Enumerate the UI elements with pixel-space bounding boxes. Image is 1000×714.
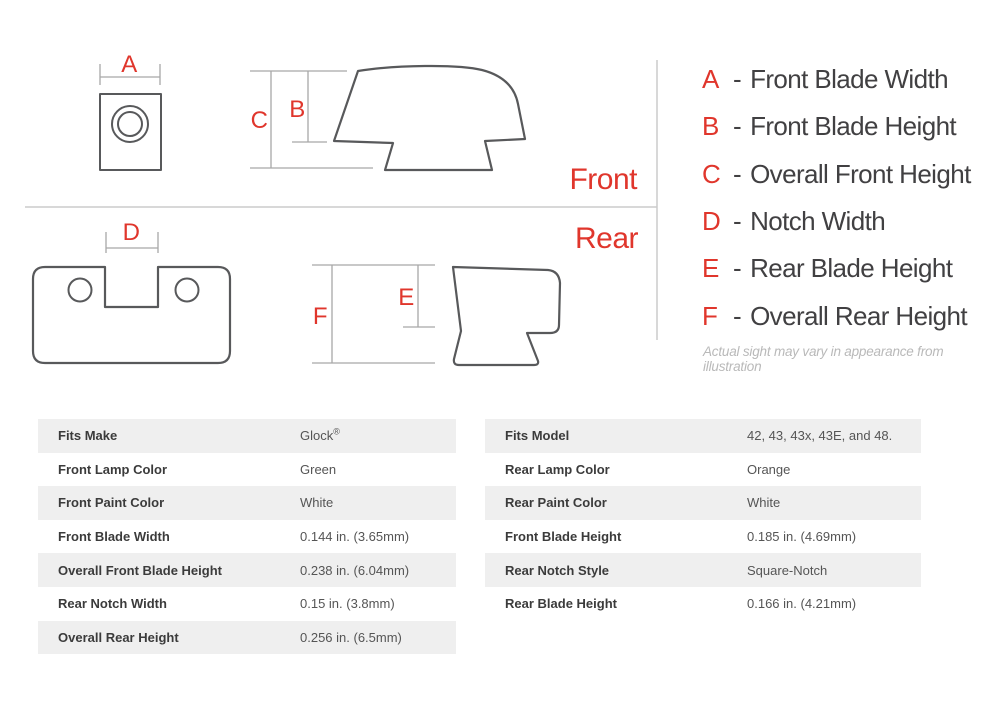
registered-mark: ® [333,426,340,437]
legend-text: Notch Width [750,206,886,237]
spec-label: Overall Rear Height [58,629,179,645]
spec-label: Front Paint Color [58,495,165,511]
rear-sight-body [33,267,230,363]
table-row [38,587,456,621]
rear-lamp-left [69,279,92,302]
spec-table-rear [485,419,921,621]
dim-label-e: E [398,284,414,311]
legend-letter: B [702,111,719,142]
front-lamp-inner-ring [118,112,142,136]
disclaimer-text: Actual sight may vary in appearance from illustration [703,344,944,374]
legend-separator: - [733,111,742,142]
legend-letter: A [702,64,719,95]
rear-view-caption: Rear [574,222,638,255]
table-row [38,486,456,520]
legend-letter: C [702,158,721,189]
spec-value: 0.15 in. (3.8mm) [300,596,395,612]
legend-item [702,103,992,150]
legend-text: Front Blade Height [750,111,957,142]
spec-label: Rear Lamp Color [505,461,610,477]
legend-text: Overall Front Height [750,158,971,189]
table-row [485,453,921,487]
rear-lamp-right [176,279,199,302]
spec-label: Fits Model [505,428,570,444]
legend-separator: - [733,300,742,331]
legend-text: Front Blade Width [750,64,948,95]
spec-value-text: Glock [300,428,334,444]
spec-label: Rear Notch Style [505,562,610,578]
spec-label: Overall Front Blade Height [58,562,222,578]
table-row [38,453,456,487]
front-view-caption: Front [569,163,637,196]
spec-label: Front Lamp Color [58,461,168,477]
table-row [485,419,921,453]
spec-value: 0.166 in. (4.21mm) [747,596,857,612]
table-row [38,520,456,554]
spec-label: Rear Notch Width [58,596,167,612]
spec-label: Front Blade Width [58,529,170,545]
table-row [38,621,456,655]
front-sight-profile [334,66,525,170]
table-row [485,587,921,621]
legend-separator: - [733,64,742,95]
legend-text: Overall Rear Height [750,300,967,331]
legend-separator: - [733,253,742,284]
spec-value: Green [300,461,337,477]
dim-label-d: D [122,219,140,246]
table-row [485,553,921,587]
spec-label: Rear Blade Height [505,596,617,612]
spec-label: Front Blade Height [505,529,622,545]
table-row [485,520,921,554]
legend-letter: E [702,253,719,284]
spec-value: Square-Notch [747,562,828,578]
dim-label-b: B [289,96,305,123]
table-row [485,486,921,520]
table-row [38,553,456,587]
spec-value: 0.256 in. (6.5mm) [300,629,402,645]
legend-item [702,292,992,339]
spec-value: White [300,495,334,511]
legend-item [702,198,992,245]
legend-separator: - [733,158,742,189]
dim-label-f: F [312,303,328,330]
spec-table-front [38,419,456,654]
spec-value: 0.238 in. (6.04mm) [300,562,410,578]
legend-item [702,56,992,103]
spec-label: Rear Paint Color [505,495,607,511]
dimension-legend [702,56,992,340]
legend-text: Rear Blade Height [750,253,953,284]
spec-value: 0.185 in. (4.69mm) [747,529,857,545]
sight-diagram [0,0,670,400]
spec-value: White [747,495,781,511]
legend-separator: - [733,206,742,237]
rear-sight-side-view [312,265,560,365]
dim-label-c: C [250,107,268,134]
legend-letter: D [702,206,721,237]
front-sight-front-view [100,51,161,170]
spec-value: 0.144 in. (3.65mm) [300,529,410,545]
spec-value: 42, 43, 43x, 43E, and 48. [747,428,893,444]
legend-item [702,245,992,292]
rear-sight-front-view [33,219,230,363]
legend-item [702,151,992,198]
front-sight-side-view [250,66,525,170]
table-row [38,419,456,453]
spec-value: Orange [747,461,791,477]
legend-letter: F [702,300,718,331]
spec-label: Fits Make [58,428,118,444]
rear-sight-profile [453,267,560,365]
dim-label-a: A [121,51,137,78]
spec-value [300,428,456,443]
